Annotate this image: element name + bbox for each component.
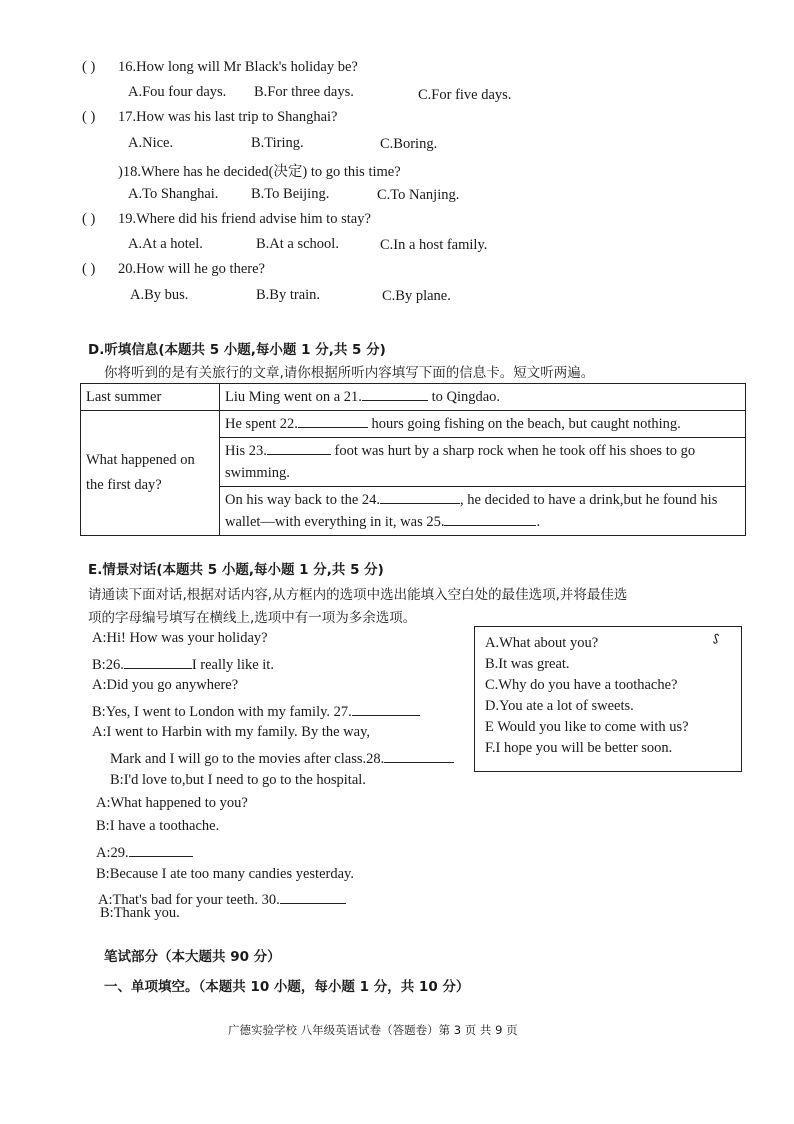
option-c: C.For five days. — [418, 87, 512, 103]
question-text: 20.How will he go there? — [118, 261, 265, 277]
option-b: B.For three days. — [254, 84, 354, 100]
table-cell — [220, 438, 746, 487]
answer-blank-28[interactable] — [384, 748, 454, 763]
answer-blank-26[interactable] — [124, 654, 192, 669]
answer-paren[interactable]: ( ) — [82, 261, 96, 277]
option-a: A.Nice. — [128, 135, 174, 151]
dialogue-text: B:Yes, I went to London with my family. 27. — [92, 704, 352, 720]
option-a: A.Fou four days. — [128, 84, 227, 100]
option-a: A.At a hotel. — [128, 236, 203, 252]
option-item: E Would you like to come with us? — [485, 719, 689, 735]
option-b: B.Tiring. — [251, 135, 304, 151]
dialogue-text: A:That's bad for your teeth. 30. — [98, 892, 280, 908]
dialogue-text: B:26. — [92, 657, 124, 673]
cell-text: hours going fishing on the beach, but caught nothing. — [371, 416, 681, 432]
section-e-title: E.情景对话(本题共 5 小题,每小题 1 分,共 5 分) — [88, 562, 384, 578]
dialogue-line: B:I'd love to,but I need to go to the hospital. — [110, 772, 366, 788]
cell-text: , he decided to have a drink,but he found his wallet—with everything in it, was 25. — [225, 492, 718, 530]
option-c: C.By plane. — [382, 288, 451, 304]
section-e-instruction-2: 项的字母编号填写在横线上,选项中有一项为多余选项。 — [88, 610, 417, 626]
question-text: 16.How long will Mr Black's holiday be? — [118, 59, 358, 75]
dialogue-line — [96, 842, 193, 862]
option-c: C.In a host family. — [380, 237, 488, 253]
answer-blank-21[interactable] — [362, 386, 428, 401]
dialogue-line: B:I have a toothache. — [96, 818, 220, 834]
info-card-table — [80, 383, 746, 536]
section-e-instruction-1: 请通读下面对话,根据对话内容,从方框内的选项中选出能填入空白处的最佳选项,并将最佳选 — [88, 587, 628, 603]
section-d-title: D.听填信息(本题共 5 小题,每小题 1 分,共 5 分) — [88, 342, 386, 358]
option-b: B.At a school. — [256, 236, 339, 252]
answer-paren[interactable]: ( ) — [82, 109, 96, 125]
answer-blank-24[interactable] — [380, 489, 460, 504]
option-item: D.You ate a lot of sweets. — [485, 698, 634, 714]
option-c: C.Boring. — [380, 136, 438, 152]
option-b: B.To Beijing. — [251, 186, 330, 202]
answer-blank-29[interactable] — [129, 842, 193, 857]
section-d-instruction: 你将听到的是有关旅行的文章,请你根据所听内容填写下面的信息卡。短文听两遍。 — [104, 365, 595, 381]
answer-blank-25[interactable] — [444, 511, 536, 526]
question-text: )18.Where has he decided(决定) to go this time? — [118, 164, 401, 180]
cell-text: to Qingdao. — [431, 389, 501, 405]
dialogue-line: A:Hi! How was your holiday? — [92, 630, 268, 646]
cell-text: foot was hurt by a sharp rock when he took off his shoes to go swimming. — [225, 443, 696, 481]
cell-text: On his way back to the 24. — [225, 492, 381, 508]
dialogue-line: A:I went to Harbin with my family. By the way, — [92, 724, 370, 740]
option-a: A.To Shanghai. — [128, 186, 219, 202]
table-row — [81, 411, 746, 438]
handwritten-mark-icon: ᔑ — [709, 630, 723, 648]
table-cell — [220, 384, 746, 411]
row-label: What happened on the first day? — [81, 411, 220, 536]
question-text: 19.Where did his friend advise him to stay? — [118, 211, 371, 227]
dialogue-line: A:Did you go anywhere? — [92, 677, 239, 693]
dialogue-text: Mark and I will go to the movies after class.28. — [110, 751, 385, 767]
answer-paren[interactable]: ( ) — [82, 59, 96, 75]
dialogue-line — [92, 701, 420, 721]
dialogue-text: A:29. — [96, 845, 129, 861]
written-part-title: 笔试部分（本大题共 90 分） — [104, 949, 281, 965]
table-row — [81, 384, 746, 411]
row-label: Last summer — [81, 384, 220, 411]
option-item: C.Why do you have a toothache? — [485, 677, 678, 693]
dialogue-line — [110, 748, 454, 768]
written-part-subtitle: 一、单项填空。（本题共 10 小题，每小题 1 分，共 10 分） — [104, 979, 470, 995]
table-cell — [220, 411, 746, 438]
answer-blank-22[interactable] — [298, 413, 368, 428]
page-footer: 广德实验学校 八年级英语试卷（答题卷）第 3 页 共 9 页 — [228, 1023, 518, 1037]
question-text: 17.How was his last trip to Shanghai? — [118, 109, 338, 125]
cell-text: Liu Ming went on a 21. — [225, 389, 362, 405]
option-item: A.What about you? — [485, 635, 599, 651]
answer-blank-23[interactable] — [267, 440, 331, 455]
option-item: B.It was great. — [485, 656, 570, 672]
answer-paren[interactable]: ( ) — [82, 211, 96, 227]
option-b: B.By train. — [256, 287, 321, 303]
cell-text: . — [536, 514, 541, 530]
option-c: C.To Nanjing. — [377, 187, 460, 203]
cell-text: His 23. — [225, 443, 267, 459]
option-item: F.I hope you will be better soon. — [485, 740, 673, 756]
option-a: A.By bus. — [130, 287, 189, 303]
dialogue-line: B:Thank you. — [100, 905, 180, 921]
dialogue-line — [92, 654, 274, 674]
answer-blank-27[interactable] — [352, 701, 420, 716]
dialogue-line: B:Because I ate too many candies yesterday. — [96, 866, 354, 882]
cell-text: He spent 22. — [225, 416, 298, 432]
options-box — [474, 626, 742, 772]
dialogue-text: I really like it. — [191, 657, 274, 673]
dialogue-line: A:What happened to you? — [96, 795, 248, 811]
table-cell — [220, 487, 746, 536]
answer-blank-30[interactable] — [280, 889, 346, 904]
